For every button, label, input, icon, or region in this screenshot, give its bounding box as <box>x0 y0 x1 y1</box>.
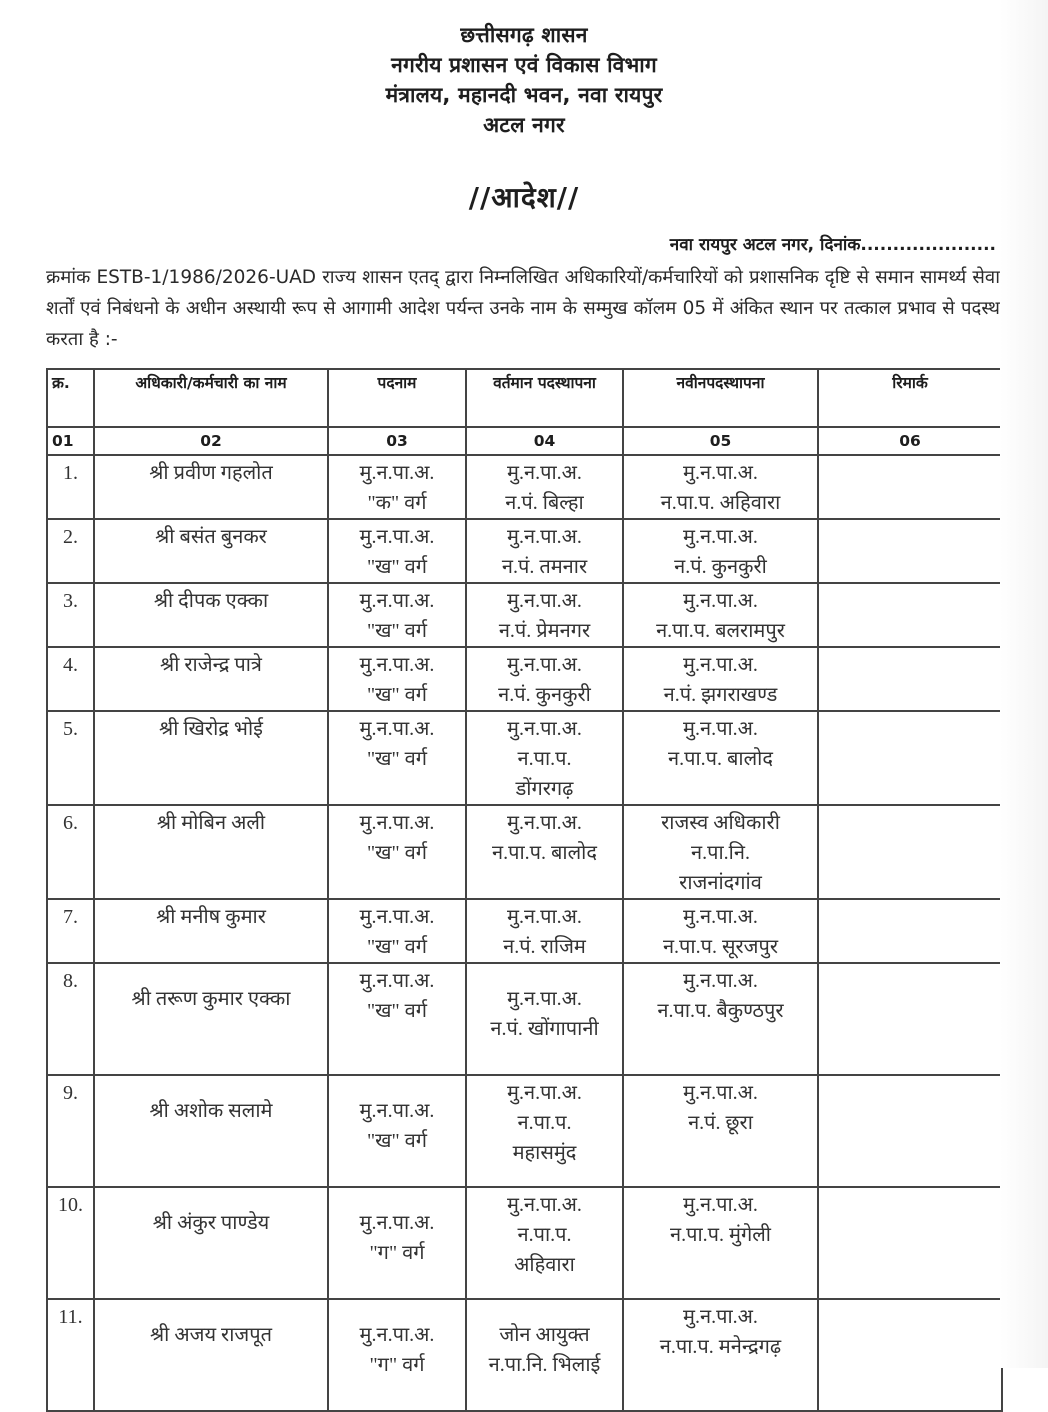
current-posting-cell <box>466 899 623 963</box>
officer-name-cell: श्री अंकुर पाण्डेय <box>94 1187 328 1299</box>
serial-number-cell: 3. <box>47 583 94 647</box>
cell-line: मु.न.पा.अ. <box>507 1194 582 1216</box>
cell-line: न.पं. प्रेमनगर <box>498 620 591 642</box>
table-row <box>47 583 1002 647</box>
cell-line: न.पा.प. मनेन्द्रगढ़ <box>659 1336 782 1358</box>
col-number: 04 <box>466 427 623 455</box>
current-posting-cell <box>466 1075 623 1187</box>
cell-line: मु.न.पा.अ. <box>359 718 435 740</box>
remark-cell <box>818 711 1002 805</box>
cell-line: "ख" वर्ग <box>366 620 428 642</box>
cell-line: मु.न.पा.अ. <box>359 526 435 548</box>
cell-line: मु.न.पा.अ. <box>683 906 758 928</box>
serial-number-cell: 7. <box>47 899 94 963</box>
cell-line: मु.न.पा.अ. <box>359 970 435 992</box>
cell-line: मु.न.पा.अ. <box>683 462 758 484</box>
officer-name-cell: श्री राजेन्द्र पात्रे <box>94 647 328 711</box>
document-letterhead <box>0 20 1048 140</box>
designation-cell <box>328 805 466 899</box>
page-edge-shadow <box>1000 0 1048 1368</box>
cell-line: "ख" वर्ग <box>366 1130 428 1152</box>
officer-name-cell: श्री मोबिन अली <box>94 805 328 899</box>
cell-line: न.पा.प. <box>517 1112 572 1134</box>
table-header-row <box>47 369 1002 427</box>
cell-line: न.पा.प. <box>517 1224 572 1246</box>
col-header-serial: क्र. <box>47 369 94 427</box>
cell-line: महासमुंद <box>512 1142 577 1164</box>
designation-cell <box>328 519 466 583</box>
col-header-new-posting: नवीनपदस्थापना <box>623 369 818 427</box>
cell-line: मु.न.पा.अ. <box>507 590 582 612</box>
serial-number-cell: 11. <box>47 1299 94 1411</box>
new-posting-cell <box>623 805 818 899</box>
cell-line: न.पा.प. मुंगेली <box>670 1224 771 1246</box>
table-row <box>47 1299 1002 1411</box>
cell-line: न.पं. बिल्हा <box>505 492 584 514</box>
current-posting-cell <box>466 1187 623 1299</box>
new-posting-cell <box>623 583 818 647</box>
cell-line: "ख" वर्ग <box>366 748 428 770</box>
designation-cell <box>328 1299 466 1411</box>
cell-line: मु.न.पा.अ. <box>359 654 435 676</box>
current-posting-cell <box>466 963 623 1075</box>
cell-line: न.पा.प. बलरामपुर <box>656 620 785 642</box>
col-number: 01 <box>47 427 94 455</box>
cell-line: "ख" वर्ग <box>366 936 428 958</box>
cell-line: मु.न.पा.अ. <box>507 526 582 548</box>
cell-line: मु.न.पा.अ. <box>507 462 582 484</box>
new-posting-cell <box>623 647 818 711</box>
col-header-remark: रिमार्क <box>818 369 1002 427</box>
cell-line: "ग" वर्ग <box>369 1242 425 1264</box>
cell-line: "ग" वर्ग <box>369 1354 425 1376</box>
cell-line: न.पं. कुनकुरी <box>674 556 767 578</box>
cell-line: मु.न.पा.अ. <box>683 526 758 548</box>
table-row <box>47 1075 1002 1187</box>
table-row <box>47 455 1002 519</box>
remark-cell <box>818 1299 1002 1411</box>
cell-line: न.पा.प. बैकुण्ठपुर <box>657 1000 784 1022</box>
cell-line: अहिवारा <box>514 1254 575 1276</box>
table-row <box>47 963 1002 1075</box>
cell-line: मु.न.पा.अ. <box>359 812 435 834</box>
current-posting-cell <box>466 711 623 805</box>
place-date-line: नवा रायपुर अटल नगर, दिनांक..................... <box>669 235 996 255</box>
designation-cell <box>328 899 466 963</box>
cell-line: मु.न.पा.अ. <box>359 462 435 484</box>
serial-number-cell: 1. <box>47 455 94 519</box>
cell-line: मु.न.पा.अ. <box>359 906 435 928</box>
letterhead-line-city: अटल नगर <box>483 113 565 137</box>
current-posting-cell <box>466 583 623 647</box>
cell-line: मु.न.पा.अ. <box>683 1194 758 1216</box>
letterhead-line-government: छत्तीसगढ़ शासन <box>460 23 588 47</box>
cell-line: न.पा.नि. <box>691 842 750 864</box>
col-number: 05 <box>623 427 818 455</box>
remark-cell <box>818 455 1002 519</box>
order-title: //आदेश// <box>468 181 580 214</box>
new-posting-cell <box>623 519 818 583</box>
cell-line: न.पं. छूरा <box>688 1112 753 1134</box>
cell-line: न.पा.प. बालोद <box>668 748 773 770</box>
cell-line: मु.न.पा.अ. <box>683 654 758 676</box>
cell-line: न.पा.प. <box>517 748 572 770</box>
col-header-designation: पदनाम <box>328 369 466 427</box>
order-paragraph: क्रमांक ESTB-1/1986/2026-UAD राज्य शासन एतद् द्वारा निम्नलिखित अधिकारियों/कर्मचारियों को प्रशासनिक दृष्टि से समान सामर्थ्य सेवा शर्तों एवं निबंधनो के अधीन अस्थायी रूप से आगामी आदेश पर्यन्त उनके नाम के सम्मुख कॉलम 05 में अंकित स्थान पर तत्काल प्रभाव से पदस्थ करता है :- <box>46 267 1000 350</box>
cell-line: "ख" वर्ग <box>366 684 428 706</box>
cell-line: मु.न.पा.अ. <box>507 654 582 676</box>
officer-name-cell: श्री मनीष कुमार <box>94 899 328 963</box>
cell-line: न.पं. राजिम <box>503 936 586 958</box>
posting-table <box>46 368 1003 1412</box>
col-number: 02 <box>94 427 328 455</box>
table-body <box>47 455 1002 1411</box>
designation-cell <box>328 711 466 805</box>
cell-line: न.पा.प. बालोद <box>492 842 597 864</box>
cell-line: मु.न.पा.अ. <box>507 1082 582 1104</box>
cell-line: न.पं. झगराखण्ड <box>663 684 778 706</box>
officer-name-cell: श्री तरूण कुमार एक्का <box>94 963 328 1075</box>
cell-line: मु.न.पा.अ. <box>683 970 758 992</box>
cell-line: मु.न.पा.अ. <box>507 812 582 834</box>
cell-line: मु.न.पा.अ. <box>359 1100 435 1122</box>
serial-number-cell: 5. <box>47 711 94 805</box>
cell-line: मु.न.पा.अ. <box>683 1082 758 1104</box>
col-header-name: अधिकारी/कर्मचारी का नाम <box>94 369 328 427</box>
cell-line: मु.न.पा.अ. <box>507 988 582 1010</box>
table-row <box>47 899 1002 963</box>
cell-line: मु.न.पा.अ. <box>507 718 582 740</box>
new-posting-cell <box>623 455 818 519</box>
current-posting-cell <box>466 1299 623 1411</box>
officer-name-cell: श्री दीपक एक्का <box>94 583 328 647</box>
serial-number-cell: 10. <box>47 1187 94 1299</box>
remark-cell <box>818 899 1002 963</box>
table-row <box>47 805 1002 899</box>
cell-line: "क" वर्ग <box>367 492 427 514</box>
table-column-number-row <box>47 427 1002 455</box>
cell-line: "ख" वर्ग <box>366 556 428 578</box>
officer-name-cell: श्री प्रवीण गहलोत <box>94 455 328 519</box>
remark-cell <box>818 1075 1002 1187</box>
table-row <box>47 647 1002 711</box>
current-posting-cell <box>466 519 623 583</box>
cell-line: न.पं. खोंगापानी <box>490 1018 599 1040</box>
cell-line: मु.न.पा.अ. <box>683 1306 758 1328</box>
cell-line: राजस्व अधिकारी <box>661 812 780 834</box>
designation-cell <box>328 455 466 519</box>
officer-name-cell: श्री अजय राजपूत <box>94 1299 328 1411</box>
serial-number-cell: 9. <box>47 1075 94 1187</box>
remark-cell <box>818 1187 1002 1299</box>
cell-line: मु.न.पा.अ. <box>507 906 582 928</box>
serial-number-cell: 4. <box>47 647 94 711</box>
cell-line: मु.न.पा.अ. <box>359 1324 435 1346</box>
cell-line: मु.न.पा.अ. <box>683 590 758 612</box>
table-row <box>47 1187 1002 1299</box>
designation-cell <box>328 1187 466 1299</box>
letterhead-line-department: नगरीय प्रशासन एवं विकास विभाग <box>391 53 657 77</box>
current-posting-cell <box>466 805 623 899</box>
new-posting-cell <box>623 1299 818 1411</box>
new-posting-cell <box>623 899 818 963</box>
cell-line: डोंगरगढ़ <box>515 778 574 800</box>
officer-name-cell: श्री बसंत बुनकर <box>94 519 328 583</box>
new-posting-cell <box>623 963 818 1075</box>
cell-line: न.पा.नि. भिलाई <box>488 1354 601 1376</box>
serial-number-cell: 2. <box>47 519 94 583</box>
cell-line: मु.न.पा.अ. <box>683 718 758 740</box>
remark-cell <box>818 583 1002 647</box>
cell-line: न.पा.प. सूरजपुर <box>662 936 779 958</box>
cell-line: मु.न.पा.अ. <box>359 1212 435 1234</box>
cell-line: "ख" वर्ग <box>366 842 428 864</box>
officer-name-cell: श्री खिरोद्र भोई <box>94 711 328 805</box>
serial-number-cell: 8. <box>47 963 94 1075</box>
new-posting-cell <box>623 1187 818 1299</box>
remark-cell <box>818 647 1002 711</box>
designation-cell <box>328 583 466 647</box>
cell-line: न.पं. तमनार <box>501 556 588 578</box>
cell-line: न.पा.प. अहिवारा <box>660 492 781 514</box>
designation-cell <box>328 1075 466 1187</box>
letterhead-line-address: मंत्रालय, महानदी भवन, नवा रायपुर <box>385 83 663 107</box>
current-posting-cell <box>466 455 623 519</box>
cell-line: राजनांदगांव <box>679 872 762 894</box>
cell-line: मु.न.पा.अ. <box>359 590 435 612</box>
remark-cell <box>818 519 1002 583</box>
table-row <box>47 519 1002 583</box>
current-posting-cell <box>466 647 623 711</box>
table-row <box>47 711 1002 805</box>
cell-line: "ख" वर्ग <box>366 1000 428 1022</box>
new-posting-cell <box>623 711 818 805</box>
designation-cell <box>328 647 466 711</box>
col-number: 03 <box>328 427 466 455</box>
col-header-current-posting: वर्तमान पदस्थापना <box>466 369 623 427</box>
cell-line: जोन आयुक्त <box>499 1324 590 1346</box>
serial-number-cell: 6. <box>47 805 94 899</box>
remark-cell <box>818 805 1002 899</box>
officer-name-cell: श्री अशोक सलामे <box>94 1075 328 1187</box>
col-number: 06 <box>818 427 1002 455</box>
remark-cell <box>818 963 1002 1075</box>
designation-cell <box>328 963 466 1075</box>
new-posting-cell <box>623 1075 818 1187</box>
cell-line: न.पं. कुनकुरी <box>498 684 591 706</box>
